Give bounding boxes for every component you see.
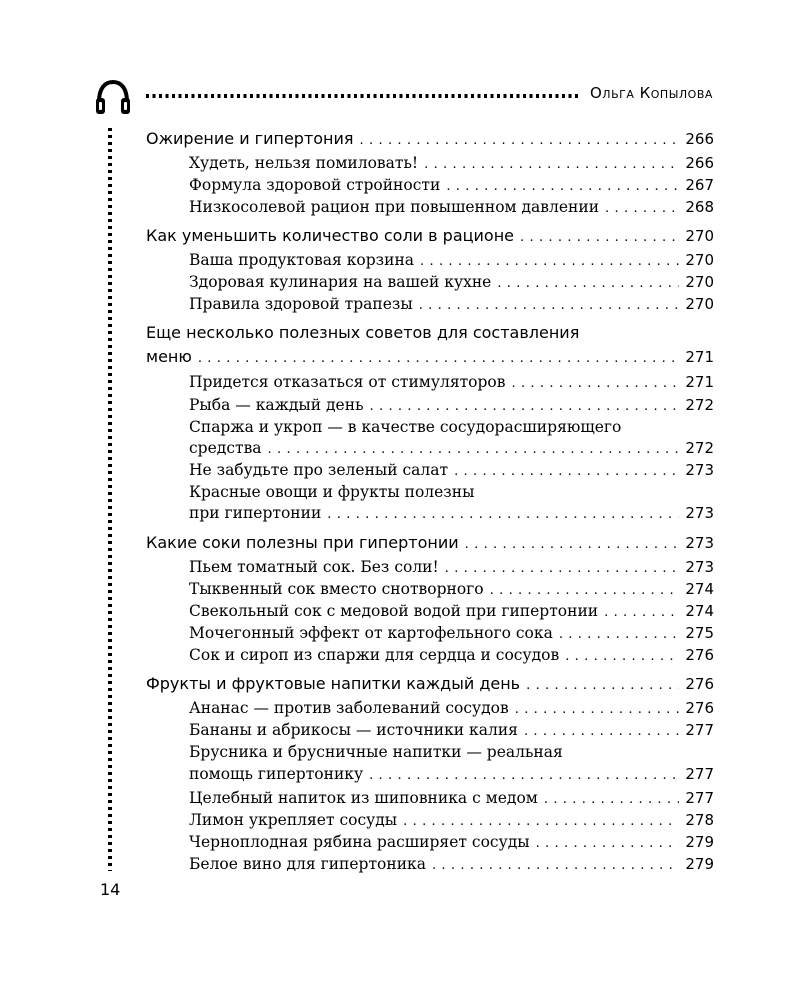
toc-section-entry[interactable]	[189, 831, 714, 854]
toc-entry-title: Придется отказаться от стимуляторов	[189, 373, 506, 391]
toc-page-number: 266	[685, 130, 714, 148]
toc-page-number: 267	[685, 176, 714, 194]
toc-section-entry[interactable]	[189, 697, 714, 720]
toc-entry-title: Правила здоровой трапезы	[189, 295, 413, 313]
toc-section-entry[interactable]	[189, 459, 714, 482]
toc-page-number: 278	[685, 811, 714, 829]
toc-section-entry[interactable]	[189, 809, 714, 832]
toc-dot-leader	[370, 394, 680, 418]
toc-entry-title: Ожирение и гипертония	[146, 129, 354, 148]
toc-section-entry[interactable]	[189, 249, 714, 272]
toc-section-entry[interactable]	[189, 293, 714, 316]
toc-chapter-entry[interactable]	[146, 127, 714, 150]
toc-page-number: 271	[685, 373, 714, 391]
toc-entry-title: Белое вино для гипертоника	[189, 855, 426, 873]
toc-chapter-entry[interactable]	[146, 224, 714, 247]
toc-section-entry[interactable]	[189, 853, 714, 876]
toc-dot-leader	[420, 249, 679, 273]
toc-entry-title: средства	[189, 439, 262, 457]
toc-entry-title: Черноплодная рябина расширяет сосуды	[189, 833, 530, 851]
toc-dot-leader	[559, 622, 680, 646]
toc-dot-leader	[512, 371, 680, 395]
toc-dot-leader	[526, 672, 679, 697]
toc-page-number: 270	[685, 273, 714, 291]
toc-entry-title: Сок и сироп из спаржи для сердца и сосудов	[189, 646, 560, 664]
toc-page-number: 273	[685, 534, 714, 552]
toc-section-entry[interactable]	[189, 787, 714, 810]
toc-page-number: 277	[685, 721, 714, 739]
toc-entry-title: помощь гипертонику	[189, 765, 364, 783]
page-number: 14	[100, 880, 121, 899]
toc-entry-title: Формула здоровой стройности	[189, 176, 441, 194]
toc-page-number: 273	[685, 504, 714, 522]
toc-page-number: 272	[685, 396, 714, 414]
toc-entry-title: Фрукты и фруктовые напитки каждый день	[146, 674, 521, 693]
toc-entry-title: Не забудьте про зеленый салат	[189, 461, 449, 479]
toc-dot-leader	[490, 578, 680, 602]
toc-entry-title: при гипертонии	[189, 504, 322, 522]
toc-page-number: 271	[685, 348, 714, 366]
toc-dot-leader	[604, 600, 679, 624]
toc-section-entry[interactable]	[189, 600, 714, 623]
toc-entry-line1: Брусника и брусничные напитки — реальная	[189, 743, 563, 761]
toc-section-entry[interactable]	[189, 763, 714, 786]
toc-dot-leader	[446, 174, 679, 198]
toc-section-entry[interactable]	[189, 152, 714, 175]
toc-dot-leader	[520, 224, 679, 249]
toc-entry-title: Лимон укрепляет сосуды	[189, 811, 398, 829]
toc-page-number: 277	[685, 789, 714, 807]
running-head-author: Ольга Копылова	[590, 84, 713, 102]
toc-entry-line1: Спаржа и укроп — в качестве сосудорасширяющего	[189, 418, 622, 436]
toc-entry-title: Бананы и абрикосы — источники калия	[189, 721, 518, 739]
toc-entry-line1: Красные овощи и фрукты полезны	[189, 483, 475, 501]
toc-dot-leader	[424, 152, 679, 176]
toc-page-number: 266	[685, 154, 714, 172]
toc-section-entry[interactable]	[189, 502, 714, 525]
toc-entry-title: Пьем томатный сок. Без соли!	[189, 558, 439, 576]
toc-entry-title: Низкосолевой рацион при повышенном давлении	[189, 198, 600, 216]
toc-section-entry[interactable]	[189, 394, 714, 417]
toc-dot-leader	[465, 531, 680, 556]
toc-page-number: 279	[685, 833, 714, 851]
toc-section-entry[interactable]	[189, 556, 714, 579]
toc-chapter-entry[interactable]	[146, 345, 714, 368]
toc-chapter-entry[interactable]	[146, 531, 714, 554]
toc-dot-leader	[419, 293, 680, 317]
toc-dot-leader	[403, 809, 679, 833]
toc-dot-leader	[445, 556, 680, 580]
toc-dot-leader	[544, 787, 680, 811]
toc-page-number: 274	[685, 602, 714, 620]
toc-dot-leader	[497, 271, 679, 295]
toc-page-number: 274	[685, 580, 714, 598]
toc-entry-title: Здоровая кулинария на вашей кухне	[189, 273, 492, 291]
toc-section-entry[interactable]	[189, 719, 714, 742]
toc-dot-leader	[524, 719, 679, 743]
toc-page-number: 270	[685, 251, 714, 269]
toc-entry-title: Целебный напиток из шиповника с медом	[189, 789, 538, 807]
toc-entry-title: Как уменьшить количество соли в рационе	[146, 226, 515, 245]
toc-page-number: 279	[685, 855, 714, 873]
toc-section-entry[interactable]	[189, 644, 714, 667]
toc-dot-leader	[515, 697, 680, 721]
toc-dot-leader	[432, 853, 679, 877]
toc-page-number: 277	[685, 765, 714, 783]
toc-dot-leader	[454, 459, 679, 483]
toc-chapter-entry[interactable]	[146, 672, 714, 695]
toc-page-number: 273	[685, 558, 714, 576]
toc-section-entry[interactable]	[189, 437, 714, 460]
toc-entry-title: Рыба — каждый день	[189, 396, 364, 414]
toc-page-number: 276	[685, 675, 714, 693]
toc-section-entry[interactable]	[189, 622, 714, 645]
toc-section-entry[interactable]	[189, 371, 714, 394]
toc-page-number: 275	[685, 624, 714, 642]
toc-entry-title: меню	[146, 347, 192, 366]
toc-page-number: 270	[685, 295, 714, 313]
toc-dot-leader	[268, 437, 680, 461]
toc-page-number: 276	[685, 646, 714, 664]
toc-section-entry[interactable]	[189, 174, 714, 197]
toc-entry-title: Ваша продуктовая корзина	[189, 251, 415, 269]
toc-dot-leader	[198, 345, 680, 370]
toc-page-number: 276	[685, 699, 714, 717]
toc-entry-title: Мочегонный эффект от картофельного сока	[189, 624, 553, 642]
toc-entry-title: Какие соки полезны при гипертонии	[146, 533, 459, 552]
toc-entry-title: Свекольный сок с медовой водой при гипертонии	[189, 602, 599, 620]
toc-page-number: 272	[685, 439, 714, 457]
toc-entry-title: Ананас — против заболеваний сосудов	[189, 699, 509, 717]
toc-entry-line1: Еще несколько полезных советов для составления	[146, 323, 580, 342]
toc-dot-leader	[605, 196, 679, 220]
toc-section-entry[interactable]	[189, 578, 714, 601]
toc-dot-leader	[536, 831, 680, 855]
toc-section-entry[interactable]	[189, 196, 714, 219]
toc-page-number: 268	[685, 198, 714, 216]
toc-page-number: 270	[685, 227, 714, 245]
toc-entry-title: Худеть, нельзя помиловать!	[189, 154, 419, 172]
toc-dot-leader	[327, 502, 679, 526]
toc-page-number: 273	[685, 461, 714, 479]
toc-dot-leader	[565, 644, 679, 668]
toc-section-entry[interactable]	[189, 271, 714, 294]
toc-entry-title: Тыквенный сок вместо снотворного	[189, 580, 484, 598]
toc-dot-leader	[369, 763, 679, 787]
toc-dot-leader	[360, 127, 680, 152]
